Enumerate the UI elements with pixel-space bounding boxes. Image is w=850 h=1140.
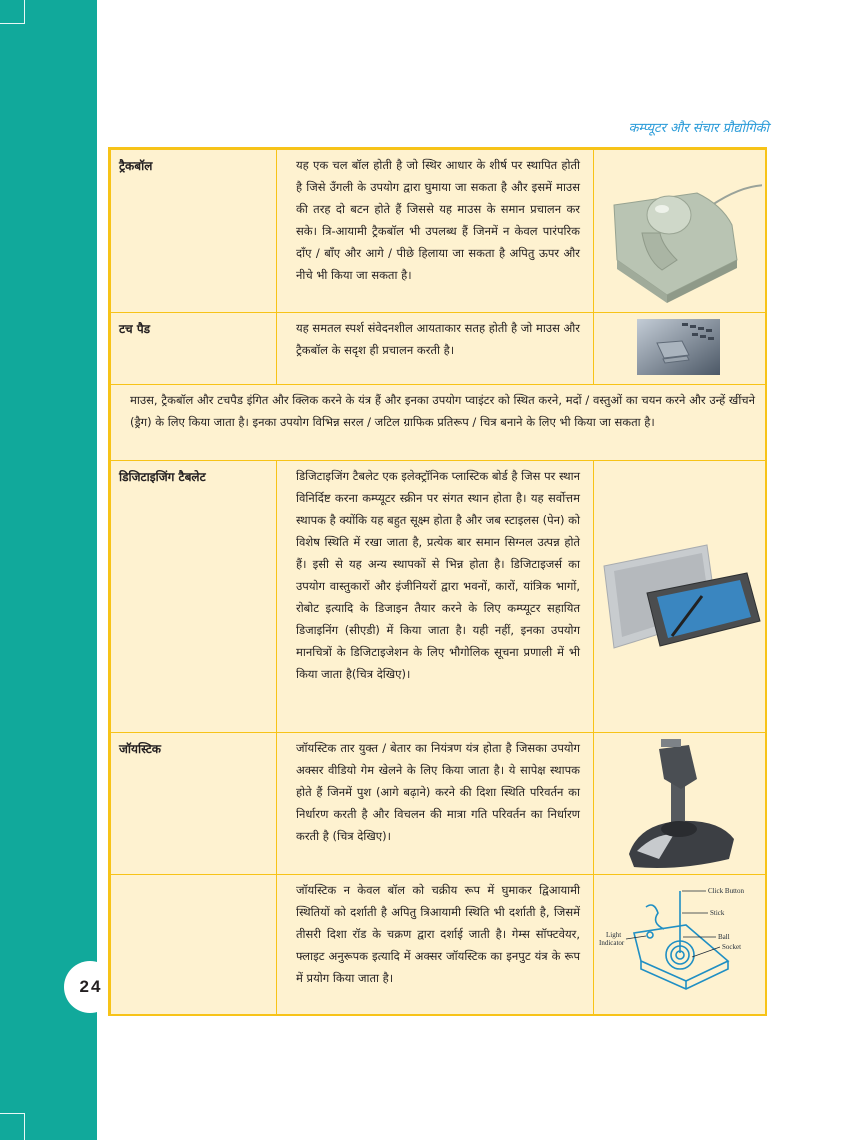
running-header: कम्प्यूटर और संचार प्रौद्योगिकी [628,121,769,136]
table-row-trackball [111,150,766,313]
joystick-photo [594,733,766,875]
term-cell: डिजिटाइजिंग टैबलेट [111,461,277,733]
label-socket: Socket [722,943,742,951]
description-cell: जॉयस्टिक न केवल बॉल को चक्रीय रूप में घुमाकर द्विआयामी स्थितियों को दर्शाती है अपितु त्रिआयामी स्थिति भी दर्शाती है, जिसमें तीसरी दिशा रॉड के चक्रण द्वारा दर्शाई जाती है। गेम्स सॉफ्टवेयर, फ्लाइट अनुरूपक इत्यादि में अक्सर जॉयस्टिक का इनपुट यंत्र के रूप में प्रयोग किया जाता है। [277,875,594,1015]
crop-mark-bottom [0,1113,25,1140]
term-cell [111,875,277,1015]
label-ball: Ball [718,933,730,941]
trackball-photo [594,150,766,313]
joystick-diagram-icon [596,883,766,1003]
description-cell: यह समतल स्पर्श संवेदनशील आयताकार सतह होती है जो माउस और ट्रैकबॉल के सदृश ही प्रचालन करती है। [277,313,594,385]
table-row-joystick-diagram [111,875,766,1015]
pointing-devices-note: माउस, ट्रैकबॉल और टचपैड इंगित और क्लिक करने के यंत्र हैं और इनका उपयोग प्वाइंटर को स्थित करने, मदों / वस्तुओं का चयन करने और उन्हें खींचने (ड्रैग) के लिए किया जाता है। इनका उपयोग विभिन्न सरल / जटिल ग्राफिक प्रतिरूप / चित्र बनाने के लिए भी किया जा सकता है। [111,385,766,461]
table-row-joystick [111,733,766,875]
touchpad-photo [594,313,766,385]
term-cell: ट्रैकबॉल [111,150,277,313]
tablet-icon [602,541,764,656]
term-cell: टच पैड [111,313,277,385]
input-devices-table [108,147,767,1016]
crop-mark-top [0,0,25,24]
label-light: Light [606,931,622,939]
joystick-icon [619,739,739,869]
label-indicator: Indicator [599,939,625,947]
touchpad-icon [637,319,720,375]
description-cell: जॉयस्टिक तार युक्त / बेतार का नियंत्रण यंत्र होता है जिसका उपयोग अक्सर वीडियो गेम खेलने के लिए किया जाता है। ये सापेक्ष स्थापक होते हैं जिनमें पुश (आगे बढ़ाने) करने की दिशा स्थिति परिवर्तन का निर्धारण करती है और विचलन की मात्रा गति परिवर्तन का निर्धारण करती है (चित्र देखिए)। [277,733,594,875]
description-cell: यह एक चल बॉल होती है जो स्थिर आधार के शीर्ष पर स्थापित होती है जिसे उँगली के उपयोग द्वारा घुमाया जा सकता है और इसमें माउस की तरह दो बटन होते हैं जिससे यह माउस के समान प्रचालन कर सके। त्रि-आयामी ट्रैकबॉल भी उपलब्ध हैं जिनमें न केवल पारंपरिक दाँए / बाँए और आगे / पीछे हिलाया जा सकता है अपितु ऊपर और नीचे भी किया जा सकता है। [277,150,594,313]
label-click-button: Click Button [708,887,744,895]
label-stick: Stick [710,909,725,917]
description-cell: डिजिटाइजिंग टैबलेट एक इलेक्ट्रॉनिक प्लास्टिक बोर्ड है जिस पर स्थान विनिर्दिष्ट करना कम्प्यूटर स्क्रीन पर संगत स्थान होता है। यह सर्वोत्तम स्थापक है क्योंकि यह बहुत सूक्ष्म होता है और जब स्टाइलस (पेन) को विशेष स्थिति में रखा जाता है, प्रत्येक बार समान सिग्नल उत्पन्न होते हैं। इसी से यह अन्य स्थापकों से भिन्न होता है। डिजिटाइजर्स का उपयोग वास्तुकारों और इंजीनियरों द्वारा भवनों, कारों, यांत्रिक भागों, रोबोट इत्यादि के डिजाइन तैयार करने के लिए कम्प्यूटर सहायित डिजाइनिंग (सीएडी) में किया जाता है। यही नहीं, इनका उपयोग मानचित्रों के डिजिटाइजेशन के लिए भौगोलिक सूचना प्रणाली में भी किया जाता है(चित्र देखिए)। [277,461,594,733]
term-cell: जॉयस्टिक [111,733,277,875]
digitizing-tablet-photo [594,461,766,733]
table-row-digitizing-tablet [111,461,766,733]
joystick-diagram [594,875,766,1015]
trackball-icon [602,165,762,305]
page-number: 24 [64,961,116,1013]
table-row-note [111,385,766,461]
table-row-touchpad [111,313,766,385]
